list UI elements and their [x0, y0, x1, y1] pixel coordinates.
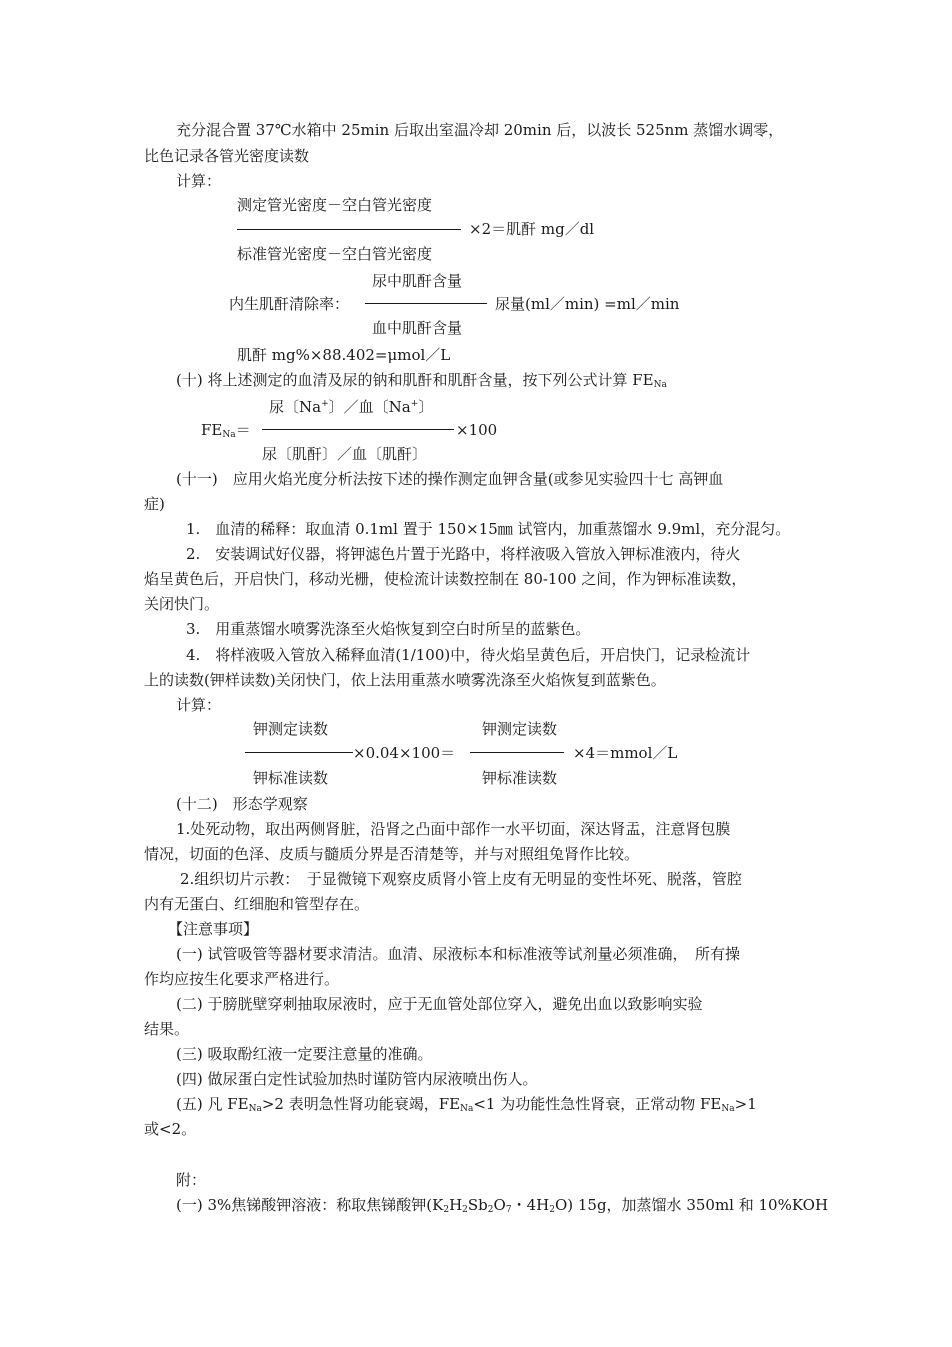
calc-label-2: 计算： [176, 696, 222, 714]
step-4-cont: 上的读数(钾样读数)关闭快门，依上法用重蒸水喷雾洗涤至火焰恢复到蓝紫色。 [144, 671, 666, 689]
paragraph-mixing-cont: 比色记录各管光密度读数 [144, 147, 310, 165]
note-1: (一) 试管吸管等器材要求清洁。血清、尿液标本和标准液等试剂量必须准确， 所有操 [176, 945, 740, 963]
paragraph-mixing: 充分混合置 37℃水箱中 25min 后取出室温冷却 20min 后，以波长 525nm 蒸馏水调零， [176, 121, 784, 139]
step-4: 4. 将样液吸入管放入稀释血清(1/100)中，待火焰呈黄色后，开启快门，记录检流计 [186, 646, 751, 664]
formula-k-fraction-bar-1 [245, 752, 353, 753]
formula-2-fraction-bar [365, 303, 487, 304]
note-5-cont: 或<2。 [144, 1120, 197, 1138]
formula-1-result: ×2＝肌酐 mg／dl [469, 220, 595, 238]
step-2-cont: 焰呈黄色后，开启快门，移动光栅，使检流计读数控制在 80-100 之间，作为钾标准读数， [144, 570, 747, 588]
step-2-cont-2: 关闭快门。 [144, 595, 220, 613]
note-1-cont: 作均应按生化要求严格进行。 [144, 970, 340, 988]
note-3: (三) 吸取酚红液一定要注意量的准确。 [176, 1045, 433, 1063]
section-10-heading: (十) 将上述测定的血清及尿的钠和肌酐和肌酐含量，按下列公式计算 $FE_{Na}$ [176, 371, 667, 390]
formula-1-numerator: 测定管光密度－空白管光密度 [237, 196, 433, 214]
appendix-label: 附： [176, 1171, 207, 1189]
conversion-formula: 肌酐 mg%×88.402=μmol／L [237, 346, 451, 364]
step-2: 2. 安装调试好仪器，将钾滤色片置于光路中，将样液吸入管放入钾标准液内，待火 [186, 545, 741, 563]
morphology-1: 1.处死动物，取出两侧肾脏，沿肾之凸面中部作一水平切面，深达肾盂，注意肾包膜 [176, 820, 731, 838]
formula-fena-denominator: 尿〔肌酐〕／血〔肌酐〕 [262, 445, 428, 463]
formula-k-denominator-2: 钾标准读数 [482, 769, 558, 787]
formula-k-fraction-bar-2 [470, 752, 564, 753]
formula-k-result: ×4＝mmol／L [573, 744, 678, 762]
step-3: 3. 用重蒸馏水喷雾洗涤至火焰恢复到空白时所呈的蓝紫色。 [186, 620, 591, 638]
formula-k-denominator-1: 钾标准读数 [253, 769, 329, 787]
section-12-heading: (十二) 形态学观察 [176, 795, 308, 813]
formula-k-middle: ×0.04×100＝ [353, 744, 456, 762]
formula-2-numerator: 尿中肌酐含量 [372, 272, 463, 290]
formula-2-label: 内生肌酐清除率： [229, 295, 350, 313]
formula-fena-multiplier: ×100 [456, 421, 498, 439]
formula-k-numerator-1: 钾测定读数 [253, 720, 329, 738]
calc-label-1: 计算： [176, 172, 222, 190]
morphology-2: 2.组织切片示教： 于显微镜下观察皮质肾小管上皮有无明显的变性坏死、脱落，管腔 [180, 870, 742, 888]
formula-fena-lhs: $FE_{Na}=$ [201, 421, 251, 440]
note-5: (五) 凡 $FE_{Na}>2$ 表明急性肾功能衰竭，$FE_{Na}<1$ 为功能性急性肾衰，正常动物 $FE_{Na}>1$ [176, 1095, 757, 1114]
formula-1-fraction-bar [237, 229, 461, 230]
note-4: (四) 做尿蛋白定性试验加热时谨防管内尿液喷出伤人。 [176, 1070, 538, 1088]
morphology-1-cont: 情况，切面的色泽、皮质与髓质分界是否清楚等，并与对照组兔肾作比较。 [144, 845, 640, 863]
step-1: 1. 血清的稀释：取血清 0.1ml 置于 150×15㎜ 试管内，加重蒸馏水 9.9ml，充分混匀。 [186, 520, 791, 538]
section-11-heading-cont: 症) [144, 495, 165, 513]
formula-2-result: 尿量(ml／min) =ml／min [495, 295, 680, 313]
notes-heading: 【注意事项】 [168, 920, 259, 938]
note-2: (二) 于膀胱壁穿刺抽取尿液时，应于无血管处部位穿入，避免出血以致影响实验 [176, 995, 703, 1013]
formula-1-denominator: 标准管光密度－空白管光密度 [237, 245, 433, 263]
morphology-2-cont: 内有无蛋白、红细胞和管型存在。 [144, 895, 370, 913]
section-11-heading: (十一) 应用火焰光度分析法按下述的操作测定血钾含量(或参见实验四十七 高钾血 [176, 470, 724, 488]
appendix-item-1: (一) 3%焦锑酸钾溶液：称取焦锑酸钾($K_2H_2Sb_2O_7$・$4H_2O$) 15g，加蒸馏水 350ml 和 10%KOH [176, 1196, 829, 1215]
formula-k-numerator-2: 钾测定读数 [482, 720, 558, 738]
formula-fena-fraction-bar [262, 429, 454, 430]
formula-2-denominator: 血中肌酐含量 [372, 319, 463, 337]
note-2-cont: 结果。 [144, 1020, 190, 1038]
formula-fena-numerator: 尿〔Na+〕／血〔Na+〕 [269, 398, 434, 416]
